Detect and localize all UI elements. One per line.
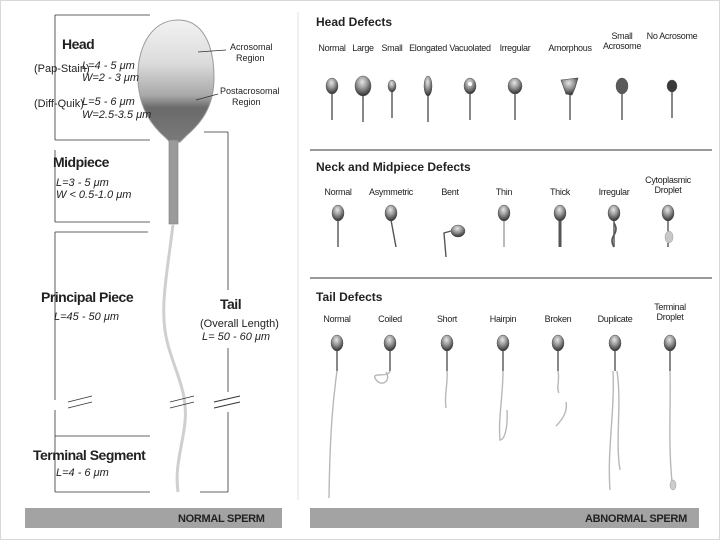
neck-defect-sperm-1-stem bbox=[391, 220, 396, 247]
principal-length: L=45 - 50 μm bbox=[54, 311, 120, 323]
neck-defect-sperm-3-head bbox=[498, 205, 510, 221]
head-defect-label-irregular: Irregular bbox=[499, 43, 531, 53]
neck-defect-label-thin: Thin bbox=[495, 187, 513, 197]
tail-defect-sperm-3-head bbox=[497, 335, 509, 351]
head-defect-sperm-2-head bbox=[388, 80, 396, 92]
dq-length: L=5 - 6 μm bbox=[82, 96, 135, 108]
neck-defects-title: Neck and Midpiece Defects bbox=[316, 160, 471, 174]
midpiece-title: Midpiece bbox=[53, 154, 109, 170]
tail-defect-sperm-6-head bbox=[664, 335, 676, 351]
tail-defect-label-broken: Broken bbox=[544, 314, 572, 324]
tail-defect-tail-2 bbox=[445, 371, 447, 408]
pap-width: W=2 - 3 μm bbox=[82, 72, 140, 84]
pap-length: L=4 - 5 μm bbox=[82, 60, 135, 72]
postacrosomal-label: Postacrosomal Region bbox=[220, 86, 280, 107]
tail-defect-tail-3 bbox=[500, 371, 508, 440]
diff-quik-label: (Diff-Quik) bbox=[34, 98, 84, 110]
head-defect-sperm-8-head bbox=[667, 80, 677, 92]
neck-defect-sperm-4-head bbox=[554, 205, 566, 221]
abnormal-footer-text: ABNORMAL SPERM bbox=[585, 513, 687, 525]
tail-title: Tail bbox=[220, 296, 242, 312]
head-defect-sperm-3-head bbox=[424, 76, 432, 96]
head-defect-sperm-7-head bbox=[616, 78, 628, 94]
tail-defects-title: Tail Defects bbox=[316, 290, 383, 304]
tail-defect-sperm-4-head bbox=[552, 335, 564, 351]
head-defect-sperm-5-head bbox=[508, 78, 522, 94]
sperm-tail bbox=[164, 224, 186, 492]
tail-defect-label-duplicate: Duplicate bbox=[597, 314, 633, 324]
head-defect-label-amorphous: Amorphous bbox=[548, 43, 592, 53]
neck-defect-sperm-0-head bbox=[332, 205, 344, 221]
tail-defect-label-hairpin: Hairpin bbox=[489, 314, 517, 324]
head-defects-title: Head Defects bbox=[316, 15, 393, 29]
neck-defect-label-normal: Normal bbox=[324, 187, 352, 197]
tail-defect-label-coiled: Coiled bbox=[378, 314, 402, 324]
tail-defect-label-short: Short bbox=[436, 314, 457, 324]
principal-piece-title: Principal Piece bbox=[41, 289, 134, 305]
tail-defect-tail-5 bbox=[609, 371, 620, 490]
head-defect-label-vacuolated: Vacuolated bbox=[449, 43, 491, 53]
pap-stain-label: (Pap-Stain) bbox=[34, 63, 90, 75]
head-defect-label-no-acrosome: No Acrosome bbox=[646, 31, 698, 41]
tail-defect-label-normal: Normal bbox=[323, 314, 351, 324]
neck-defect-label-irregular: Irregular bbox=[598, 187, 630, 197]
neck-defect-sperm-5-head bbox=[608, 205, 620, 221]
neck-defect-bent-stem bbox=[444, 231, 451, 257]
head-defect-sperm-1-head bbox=[355, 76, 371, 96]
tail-defect-tail-0 bbox=[329, 371, 337, 498]
neck-defect-sperm-1-head bbox=[385, 205, 397, 221]
neck-defect-sperm-6-head bbox=[662, 205, 674, 221]
acrosomal-label: Acrosomal Region bbox=[230, 42, 273, 63]
tail-defect-label-terminal-droplet: Terminal Droplet bbox=[654, 302, 686, 322]
normal-footer-text: NORMAL SPERM bbox=[178, 513, 265, 525]
head-defect-sperm-6-head bbox=[561, 78, 578, 95]
neck-defect-label-thick: Thick bbox=[549, 187, 570, 197]
neck-defect-label-asymmetric: Asymmetric bbox=[369, 187, 413, 197]
sperm-head bbox=[138, 20, 214, 142]
head-defect-label-normal: Normal bbox=[318, 43, 346, 53]
head-defect-label-small: Small bbox=[381, 43, 403, 53]
terminal-segment-title: Terminal Segment bbox=[33, 447, 146, 463]
terminal-length: L=4 - 6 μm bbox=[56, 467, 109, 479]
tail-defect-sperm-5-head bbox=[609, 335, 621, 351]
tail-defect-tail-4 bbox=[556, 371, 566, 426]
tail-subtitle: (Overall Length) bbox=[200, 318, 279, 330]
midpiece-length: L=3 - 5 μm bbox=[56, 177, 109, 189]
neck-defect-bent-head bbox=[451, 225, 465, 237]
midpiece-width: W < 0.5-1.0 μm bbox=[56, 189, 132, 201]
dq-width: W=2.5-3.5 μm bbox=[82, 109, 152, 121]
neck-defect-label-bent: Bent bbox=[441, 187, 459, 197]
tail-defect-tail-6 bbox=[670, 371, 672, 482]
head-defect-label-large: Large bbox=[352, 43, 374, 53]
tail-defect-sperm-1-head bbox=[384, 335, 396, 351]
tail-defect-tail-1 bbox=[375, 371, 390, 383]
tail-length: L= 50 - 60 μm bbox=[202, 331, 271, 343]
tail-defect-sperm-2-head bbox=[441, 335, 453, 351]
head-title: Head bbox=[62, 36, 95, 52]
sperm-midpiece bbox=[169, 140, 178, 224]
head-defect-label-small-acrosome: Small Acrosome bbox=[602, 31, 642, 51]
head-defect-sperm-0-head bbox=[326, 78, 338, 94]
tail-defect-terminal-droplet bbox=[670, 480, 676, 490]
head-defect-sperm-4-vacuole bbox=[468, 82, 472, 86]
head-defect-label-elongated: Elongated bbox=[409, 43, 447, 53]
tail-defect-sperm-0-head bbox=[331, 335, 343, 351]
neck-defect-label-cytoplasmic-droplet: Cytoplasmic Droplet bbox=[645, 175, 691, 195]
neck-defect-droplet bbox=[665, 231, 673, 243]
